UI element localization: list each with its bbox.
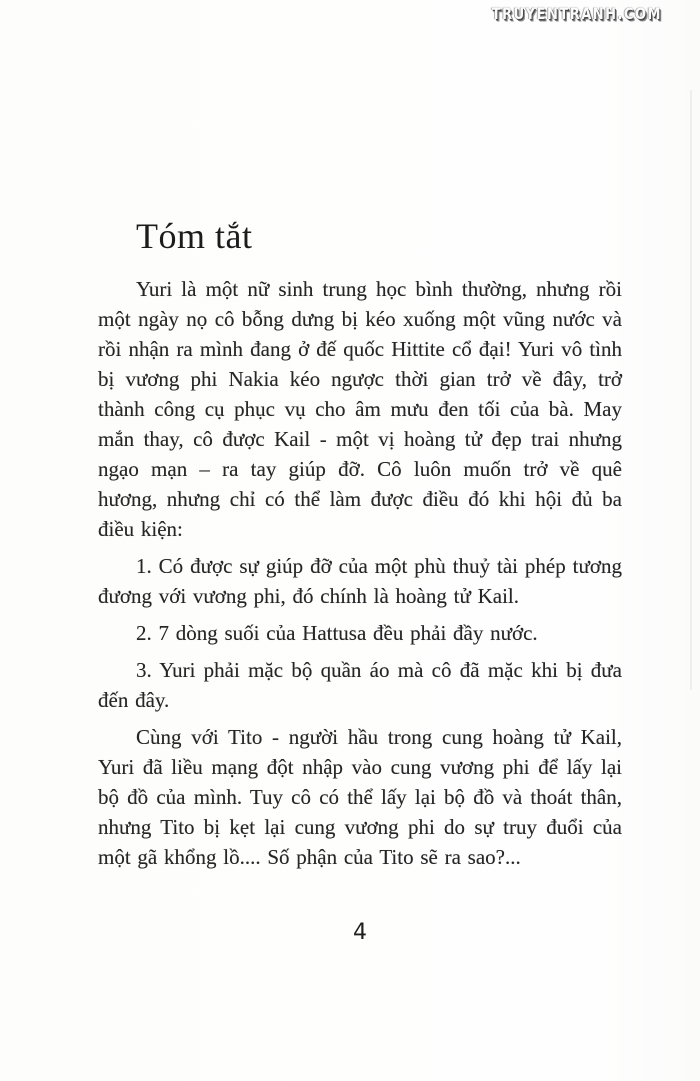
page-number: 4 bbox=[353, 920, 367, 945]
scan-edge-artifact bbox=[690, 90, 692, 690]
page-content bbox=[98, 214, 622, 945]
closing-paragraph: Cùng với Tito - người hầu trong cung hoàng tử Kail, Yuri đã liều mạng đột nhập vào cung vương phi để lấy lại bộ đồ của mình. Tuy cô có thể lấy lại bộ đồ và thoát thân, nhưng Tito bị kẹt lại cung vương phi do sự truy đuổi của một gã khổng lồ.... Số phận của Tito sẽ ra sao?... bbox=[98, 725, 622, 869]
summary-paragraph: Yuri là một nữ sinh trung học bình thường, nhưng rồi một ngày nọ cô bỗng dưng bị kéo xuống một vũng nước và rồi nhận ra mình đang ở đế quốc Hittite cổ đại! Yuri vô tình bị vương phi Nakia kéo ngược thời gian trở về đây, trở thành công cụ phục vụ cho âm mưu đen tối của bà. May mắn thay, cô được Kail - một vị hoàng tử đẹp trai nhưng ngạo mạn – ra tay giúp đỡ. Cô luôn muốn trở về quê hương, nhưng chỉ có thể làm được điều đó khi hội đủ ba điều kiện: bbox=[98, 277, 622, 541]
site-watermark: TRUYENTRANH.COM bbox=[491, 6, 662, 24]
condition-item-3: 3. Yuri phải mặc bộ quần áo mà cô đã mặc khi bị đưa đến đây. bbox=[98, 658, 622, 712]
condition-item-1: 1. Có được sự giúp đỡ của một phù thuỷ tài phép tương đương với vương phi, đó chính là hoàng tử Kail. bbox=[98, 554, 622, 608]
condition-item-2: 2. 7 dòng suối của Hattusa đều phải đầy nước. bbox=[136, 621, 538, 645]
page-title: Tóm tắt bbox=[136, 216, 253, 256]
